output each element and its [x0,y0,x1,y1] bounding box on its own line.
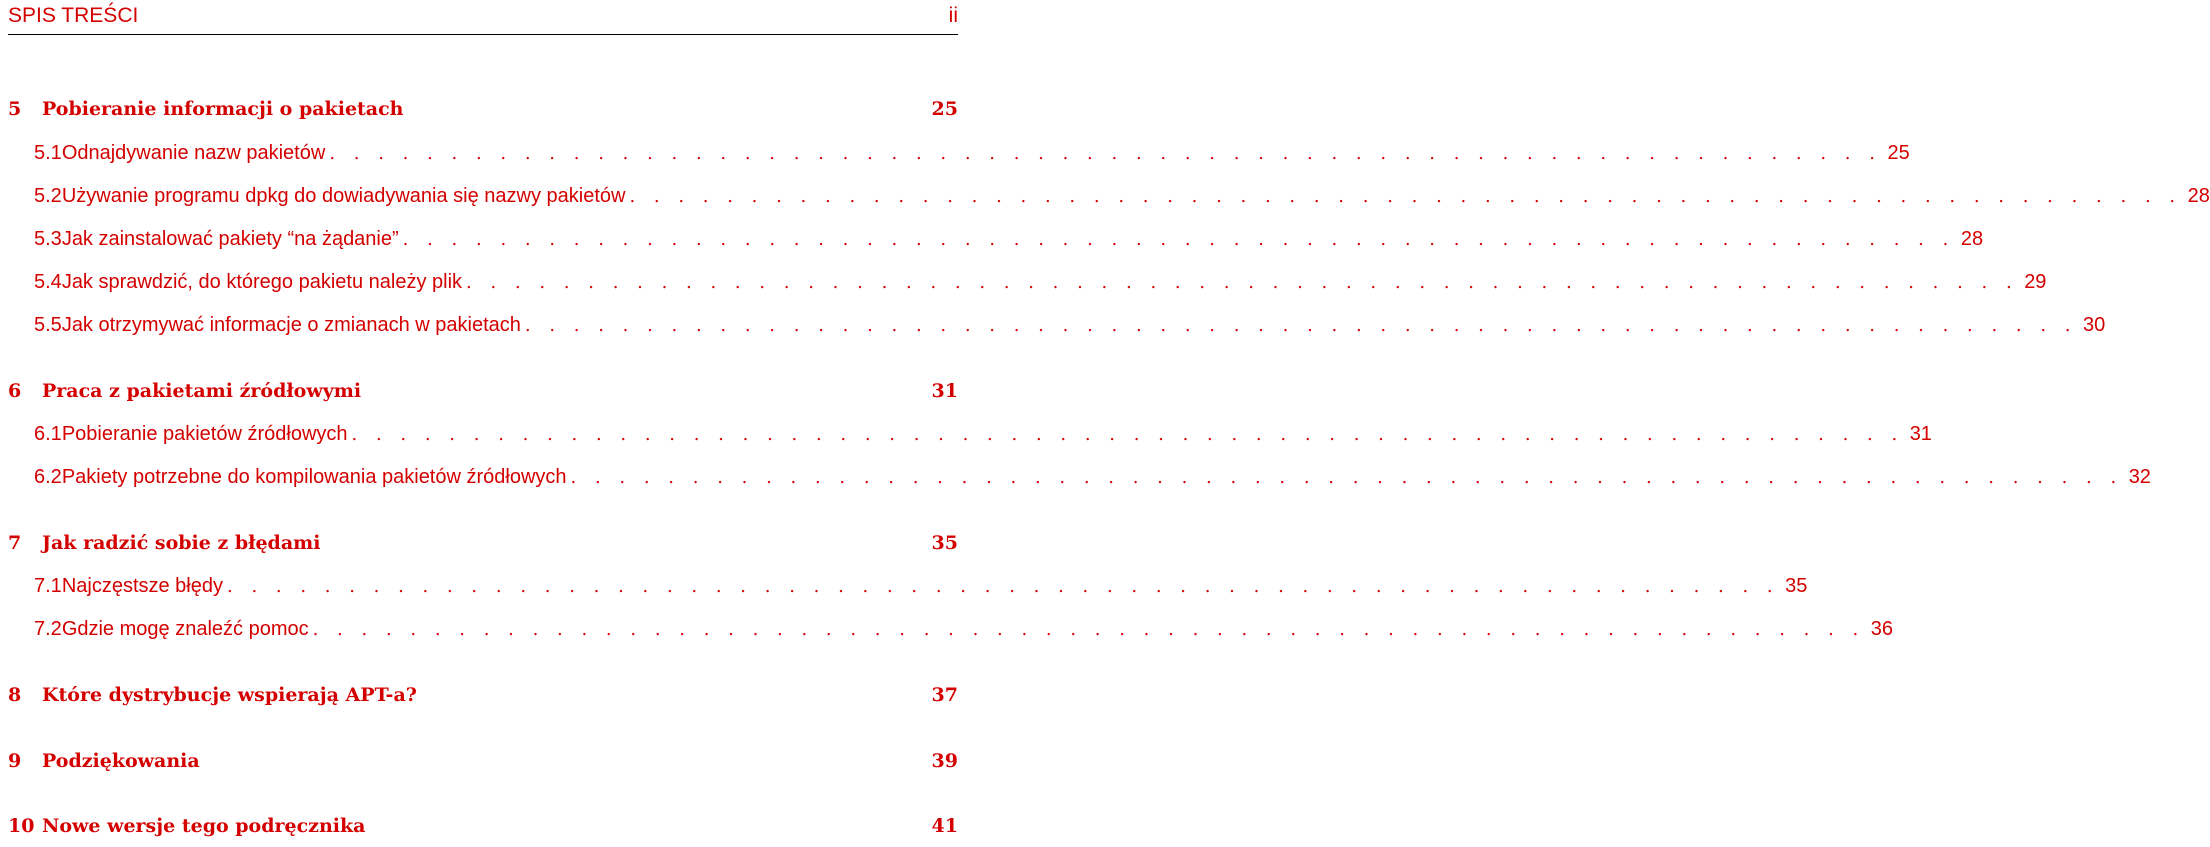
header-page-number: ii [948,4,958,27]
toc-section-7-2[interactable] [8,618,1894,648]
chapter-page[interactable]: 41 [931,815,958,837]
toc-section-5-3[interactable] [8,228,1984,258]
dot-leader: . . . . . . . . . . . . . . . . . . . . . . . . . . . . . . . . . . . . . . . . . . . . . . . . . . . . . . . . . . . . . . . . [524,315,2078,336]
chapter-page[interactable]: 39 [931,750,958,772]
chapter-page[interactable]: 35 [931,532,958,554]
section-number: 5.2 [34,185,62,207]
toc-section-5-4[interactable] [8,271,2047,301]
dot-leader: . . . . . . . . . . . . . . . . . . . . . . . . . . . . . . . . . . . . . . . . . . . . . . . . . . . . . . . . . . . . . . . . [329,143,1882,164]
section-number: 5.4 [34,271,62,293]
chapter-number: 6 [8,380,22,402]
section-number: 6.2 [34,466,62,488]
section-title[interactable]: Pobieranie pakietów źródłowych [61,423,348,445]
chapter-page[interactable]: 31 [931,380,958,402]
section-title[interactable]: Jak otrzymywać informacje o zmianach w pakietach [61,314,521,336]
section-title[interactable]: Jak zainstalować pakiety “na żądanie” [61,228,399,250]
section-page[interactable]: 25 [1887,142,1910,164]
toc-chapter-8[interactable] [8,684,958,714]
header-title: SPIS TREŚCI [8,4,139,27]
chapter-number: 7 [8,532,22,554]
chapter-title[interactable]: Jak radzić sobie z błędami [42,532,321,554]
chapter-number: 8 [8,684,22,706]
chapter-number: 10 [8,815,35,837]
chapter-title[interactable]: Które dystrybucje wspierają APT-a? [42,684,417,706]
toc-section-6-1[interactable] [8,423,1932,453]
section-title[interactable]: Pakiety potrzebne do kompilowania pakietów źródłowych [61,466,567,488]
chapter-title[interactable]: Podziękowania [42,750,200,772]
toc-chapter-6[interactable] [8,380,958,410]
toc-section-7-1[interactable] [8,575,1808,605]
dot-leader: . . . . . . . . . . . . . . . . . . . . . . . . . . . . . . . . . . . . . . . . . . . . . . . . . . . . . . . . . . . . . . . . [570,467,2123,488]
section-title[interactable]: Odnajdywanie nazw pakietów [61,142,326,164]
section-title[interactable]: Gdzie mogę znaleźć pomoc [61,618,309,640]
section-number: 5.3 [34,228,62,250]
section-number: 5.5 [34,314,62,336]
chapter-number: 9 [8,750,22,772]
section-number: 6.1 [34,423,62,445]
section-title[interactable]: Najczęstsze błędy [61,575,223,597]
section-page[interactable]: 32 [2128,466,2151,488]
section-title[interactable]: Jak sprawdzić, do którego pakietu należy plik [61,271,463,293]
toc-chapter-5[interactable] [8,98,958,128]
chapter-title[interactable]: Nowe wersje tego podręcznika [42,815,366,837]
toc-section-5-1[interactable] [8,142,1910,172]
running-header [8,4,958,35]
dot-leader: . . . . . . . . . . . . . . . . . . . . . . . . . . . . . . . . . . . . . . . . . . . . . . . . . . . . . . . . . . . . . . . . [402,229,1955,250]
section-page[interactable]: 29 [2024,271,2047,293]
dot-leader: . . . . . . . . . . . . . . . . . . . . . . . . . . . . . . . . . . . . . . . . . . . . . . . . . . . . . . . . . . . . . . . . [629,186,2182,207]
section-page[interactable]: 36 [1870,618,1894,640]
section-page[interactable]: 28 [1960,228,1984,250]
section-number: 7.2 [34,618,62,640]
chapter-page[interactable]: 37 [931,684,958,706]
section-number: 5.1 [34,142,62,164]
toc-chapter-9[interactable] [8,750,958,780]
section-page[interactable]: 35 [1785,575,1808,597]
section-number: 7.1 [34,575,62,597]
toc-chapter-7[interactable] [8,532,958,562]
toc-section-5-5[interactable] [8,314,2106,344]
section-page[interactable]: 30 [2083,314,2106,336]
section-page[interactable]: 31 [1909,423,1932,445]
dot-leader: . . . . . . . . . . . . . . . . . . . . . . . . . . . . . . . . . . . . . . . . . . . . . . . . . . . . . . . . . . . . . . . . [227,576,1780,597]
toc-chapter-10[interactable] [8,815,958,845]
dot-leader: . . . . . . . . . . . . . . . . . . . . . . . . . . . . . . . . . . . . . . . . . . . . . . . . . . . . . . . . . . . . . . . . [351,424,1904,445]
toc-section-6-2[interactable] [8,466,2151,496]
chapter-title[interactable]: Pobieranie informacji o pakietach [42,98,404,120]
chapter-page[interactable]: 25 [931,98,958,120]
chapter-title[interactable]: Praca z pakietami źródłowymi [42,380,362,402]
dot-leader: . . . . . . . . . . . . . . . . . . . . . . . . . . . . . . . . . . . . . . . . . . . . . . . . . . . . . . . . . . . . . . . . [312,619,1865,640]
section-title[interactable]: Używanie programu dpkg do dowiadywania się nazwy pakietów [61,185,626,207]
section-page[interactable]: 28 [2187,185,2210,207]
dot-leader: . . . . . . . . . . . . . . . . . . . . . . . . . . . . . . . . . . . . . . . . . . . . . . . . . . . . . . . . . . . . . . . . [466,272,2019,293]
chapter-number: 5 [8,98,22,120]
toc-section-5-2[interactable] [8,185,2210,215]
